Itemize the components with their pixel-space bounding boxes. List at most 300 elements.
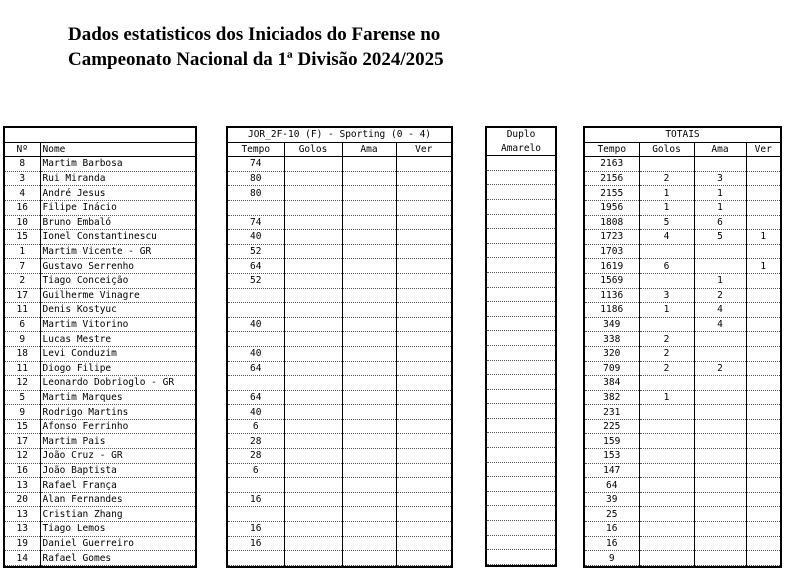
player-number: 12 — [4, 449, 40, 464]
game-tempo-cell: 16 — [227, 492, 284, 507]
game-tempo-cell — [227, 200, 284, 215]
game-ver-cell — [396, 215, 452, 230]
game-tempo-cell: 40 — [227, 405, 284, 420]
player-name: Leonardo Dobrioglo - GR — [40, 376, 196, 391]
game-golos-cell — [284, 273, 342, 288]
game-golos-cell — [284, 200, 342, 215]
totais-tempo-cell: 1186 — [584, 303, 639, 318]
duplo-header-line-2: Amarelo — [486, 142, 556, 156]
game-ver-cell — [396, 478, 452, 493]
player-number: 13 — [4, 522, 40, 537]
totais-ver-cell — [746, 332, 781, 347]
game-golos-cell — [284, 434, 342, 449]
player-number: 9 — [4, 405, 40, 420]
player-row — [4, 200, 196, 215]
game-golos-cell — [284, 215, 342, 230]
totais-tempo-cell: 338 — [584, 332, 639, 347]
player-number: 10 — [4, 215, 40, 230]
player-number: 19 — [4, 536, 40, 551]
game-ama-cell — [342, 259, 396, 274]
duplo-row — [486, 156, 556, 171]
game-tempo-cell: 40 — [227, 317, 284, 332]
duplo-cell — [486, 185, 556, 200]
player-name: André Jesus — [40, 186, 196, 201]
game-golos-cell — [284, 507, 342, 522]
totais-ver-cell — [746, 215, 781, 230]
game-ama-cell — [342, 186, 396, 201]
totais-golos-cell — [639, 157, 694, 172]
player-number: 17 — [4, 288, 40, 303]
totais-ama-cell — [694, 405, 746, 420]
totais-ama-cell: 1 — [694, 200, 746, 215]
duplo-row — [486, 418, 556, 433]
game-tempo-cell — [227, 551, 284, 566]
totais-golos-cell: 1 — [639, 390, 694, 405]
player-row — [4, 317, 196, 332]
game-ama-cell — [342, 200, 396, 215]
duplo-cell — [486, 287, 556, 302]
duplo-row — [486, 535, 556, 550]
totais-golos-cell — [639, 376, 694, 391]
game-golos-cell — [284, 376, 342, 391]
duplo-row — [486, 243, 556, 258]
game-tempo-cell: 64 — [227, 259, 284, 274]
totais-row — [584, 478, 781, 493]
duplo-cell — [486, 302, 556, 317]
game-tempo-cell: 64 — [227, 361, 284, 376]
title-line-2: Campeonato Nacional da 1ª Divisão 2024/2025 — [68, 49, 444, 70]
duplo-cell — [486, 462, 556, 477]
game-ver-cell — [396, 346, 452, 361]
player-name: João Cruz - GR — [40, 449, 196, 464]
player-name: Tiago Lemos — [40, 522, 196, 537]
player-name: João Baptista — [40, 463, 196, 478]
player-row — [4, 522, 196, 537]
totais-row — [584, 157, 781, 172]
duplo-row — [486, 258, 556, 273]
player-number: 4 — [4, 186, 40, 201]
game-row — [227, 230, 452, 245]
duplo-row — [486, 170, 556, 185]
game-tempo-cell: 28 — [227, 434, 284, 449]
game-row — [227, 419, 452, 434]
player-name: Martim Pais — [40, 434, 196, 449]
totais-ama-cell — [694, 157, 746, 172]
totais-tempo-cell: 25 — [584, 507, 639, 522]
player-name: Levi Conduzim — [40, 346, 196, 361]
duplo-row — [486, 185, 556, 200]
player-name: Martim Marques — [40, 390, 196, 405]
filler-row — [227, 565, 452, 567]
page-title — [68, 22, 444, 72]
game-ver-cell — [396, 551, 452, 566]
totais-ver-cell — [746, 346, 781, 361]
player-name: Cristian Zhang — [40, 507, 196, 522]
totais-row — [584, 434, 781, 449]
game-ama-cell — [342, 522, 396, 537]
totais-golos-cell — [639, 536, 694, 551]
duplo-row — [486, 272, 556, 287]
game-row — [227, 390, 452, 405]
duplo-cell — [486, 389, 556, 404]
totais-ver-cell — [746, 157, 781, 172]
totais-ama-cell: 1 — [694, 186, 746, 201]
game-row — [227, 463, 452, 478]
player-number: 8 — [4, 157, 40, 172]
totais-golos-cell — [639, 551, 694, 566]
game-ver-cell — [396, 244, 452, 259]
duplo-row — [486, 521, 556, 536]
totais-ver-cell — [746, 434, 781, 449]
game-col-ama: Ama — [342, 142, 396, 157]
game-golos-cell — [284, 332, 342, 347]
totais-ver-cell — [746, 492, 781, 507]
game-row — [227, 449, 452, 464]
player-number: 17 — [4, 434, 40, 449]
duplo-cell — [486, 170, 556, 185]
game-tempo-cell: 6 — [227, 463, 284, 478]
game-ama-cell — [342, 449, 396, 464]
filler-cell — [486, 564, 556, 566]
totais-row — [584, 419, 781, 434]
totais-table — [583, 126, 782, 568]
game-row — [227, 171, 452, 186]
totais-row — [584, 405, 781, 420]
game-tempo-cell — [227, 303, 284, 318]
game-ama-cell — [342, 332, 396, 347]
totais-ver-cell: 1 — [746, 259, 781, 274]
filler-cell — [284, 565, 342, 567]
game-golos-cell — [284, 186, 342, 201]
game-ama-cell — [342, 434, 396, 449]
totais-title: TOTAIS — [584, 127, 781, 142]
totais-ver-cell — [746, 244, 781, 259]
player-name: Martim Vitorino — [40, 317, 196, 332]
player-row — [4, 244, 196, 259]
game-tempo-cell — [227, 507, 284, 522]
duplo-cell — [486, 199, 556, 214]
totais-row — [584, 463, 781, 478]
totais-tempo-cell: 2163 — [584, 157, 639, 172]
totais-tempo-cell: 16 — [584, 522, 639, 537]
totais-col-ver: Ver — [746, 142, 781, 157]
totais-tempo-cell: 1619 — [584, 259, 639, 274]
totais-row — [584, 492, 781, 507]
game-row — [227, 361, 452, 376]
game-golos-cell — [284, 303, 342, 318]
totais-row — [584, 522, 781, 537]
totais-golos-cell — [639, 478, 694, 493]
player-row — [4, 157, 196, 172]
player-row — [4, 405, 196, 420]
totais-ver-cell — [746, 551, 781, 566]
player-name: Rafael França — [40, 478, 196, 493]
game-ama-cell — [342, 376, 396, 391]
totais-row — [584, 200, 781, 215]
totais-tempo-cell: 225 — [584, 419, 639, 434]
game-ver-cell — [396, 405, 452, 420]
filler-cell — [584, 565, 639, 567]
game-tempo-cell: 52 — [227, 244, 284, 259]
duplo-cell — [486, 418, 556, 433]
duplo-cell — [486, 491, 556, 506]
player-row — [4, 390, 196, 405]
player-row — [4, 449, 196, 464]
player-name: Bruno Embaló — [40, 215, 196, 230]
filler-cell — [746, 565, 781, 567]
duplo-cell — [486, 316, 556, 331]
totais-tempo-cell: 64 — [584, 478, 639, 493]
game-ama-cell — [342, 361, 396, 376]
totais-ama-cell: 6 — [694, 215, 746, 230]
game-ver-cell — [396, 332, 452, 347]
totais-tempo-cell: 147 — [584, 463, 639, 478]
filler-cell — [342, 565, 396, 567]
game-golos-cell — [284, 361, 342, 376]
filler-cell — [639, 565, 694, 567]
game-tempo-cell: 28 — [227, 449, 284, 464]
duplo-cell — [486, 535, 556, 550]
totais-ver-cell — [746, 171, 781, 186]
totais-row — [584, 288, 781, 303]
totais-tempo-cell: 349 — [584, 317, 639, 332]
player-row — [4, 361, 196, 376]
duplo-row — [486, 550, 556, 565]
player-row — [4, 346, 196, 361]
game-row — [227, 215, 452, 230]
filler-cell — [4, 565, 40, 567]
totais-tempo-cell: 1703 — [584, 244, 639, 259]
totais-row — [584, 346, 781, 361]
game-tempo-cell — [227, 376, 284, 391]
duplo-cell — [486, 258, 556, 273]
game-row — [227, 507, 452, 522]
filler-cell — [227, 565, 284, 567]
player-number: 16 — [4, 200, 40, 215]
totais-row — [584, 230, 781, 245]
duplo-cell — [486, 550, 556, 565]
totais-col-golos: Golos — [639, 142, 694, 157]
duplo-cell — [486, 229, 556, 244]
totais-row — [584, 244, 781, 259]
filler-row — [486, 564, 556, 566]
game-row — [227, 186, 452, 201]
totais-tempo-cell: 1136 — [584, 288, 639, 303]
game-golos-cell — [284, 405, 342, 420]
player-name: Filipe Inácio — [40, 200, 196, 215]
game-tempo-cell: 16 — [227, 522, 284, 537]
totais-golos-cell — [639, 317, 694, 332]
totais-ama-cell: 4 — [694, 303, 746, 318]
totais-tempo-cell: 9 — [584, 551, 639, 566]
duplo-row — [486, 229, 556, 244]
totais-ama-cell — [694, 390, 746, 405]
totais-tempo-cell: 16 — [584, 536, 639, 551]
game-golos-cell — [284, 551, 342, 566]
player-row — [4, 332, 196, 347]
game-golos-cell — [284, 478, 342, 493]
totais-row — [584, 317, 781, 332]
totais-ama-cell — [694, 536, 746, 551]
player-number: 1 — [4, 244, 40, 259]
game-row — [227, 288, 452, 303]
player-row — [4, 478, 196, 493]
game-tempo-cell: 40 — [227, 230, 284, 245]
duplo-row — [486, 316, 556, 331]
player-row — [4, 463, 196, 478]
game-ver-cell — [396, 273, 452, 288]
game-golos-cell — [284, 259, 342, 274]
totais-golos-cell: 1 — [639, 186, 694, 201]
player-number: 11 — [4, 303, 40, 318]
player-name: Martim Barbosa — [40, 157, 196, 172]
totais-ver-cell — [746, 478, 781, 493]
game-ver-cell — [396, 522, 452, 537]
totais-golos-cell: 3 — [639, 288, 694, 303]
players-header-spacer — [4, 127, 196, 142]
totais-golos-cell: 6 — [639, 259, 694, 274]
totais-tempo-cell: 153 — [584, 449, 639, 464]
player-number: 9 — [4, 332, 40, 347]
totais-golos-cell — [639, 507, 694, 522]
totais-ama-cell — [694, 376, 746, 391]
game-row — [227, 551, 452, 566]
game-ver-cell — [396, 419, 452, 434]
totais-row — [584, 536, 781, 551]
game-ama-cell — [342, 288, 396, 303]
player-number: 20 — [4, 492, 40, 507]
totais-ver-cell — [746, 288, 781, 303]
game-tempo-cell: 16 — [227, 536, 284, 551]
totais-ama-cell — [694, 434, 746, 449]
game-golos-cell — [284, 522, 342, 537]
game-ama-cell — [342, 390, 396, 405]
game-row — [227, 434, 452, 449]
totais-row — [584, 361, 781, 376]
player-row — [4, 376, 196, 391]
game-tempo-cell: 52 — [227, 273, 284, 288]
duplo-row — [486, 491, 556, 506]
totais-golos-cell: 1 — [639, 303, 694, 318]
player-name: Rui Miranda — [40, 171, 196, 186]
totais-tempo-cell: 382 — [584, 390, 639, 405]
totais-row — [584, 273, 781, 288]
game-ama-cell — [342, 317, 396, 332]
game-golos-cell — [284, 171, 342, 186]
totais-golos-cell — [639, 273, 694, 288]
game-ver-cell — [396, 361, 452, 376]
game-ama-cell — [342, 405, 396, 420]
player-number: 14 — [4, 551, 40, 566]
player-name: Daniel Guerreiro — [40, 536, 196, 551]
game-tempo-cell: 64 — [227, 390, 284, 405]
game-tempo-cell: 80 — [227, 171, 284, 186]
filler-row — [4, 565, 196, 567]
totais-ama-cell: 2 — [694, 361, 746, 376]
duplo-cell — [486, 448, 556, 463]
player-name: Tiago Conceição — [40, 273, 196, 288]
game-golos-cell — [284, 536, 342, 551]
player-row — [4, 536, 196, 551]
totais-row — [584, 186, 781, 201]
totais-tempo-cell: 231 — [584, 405, 639, 420]
game-tempo-cell: 80 — [227, 186, 284, 201]
game-tempo-cell: 74 — [227, 215, 284, 230]
totais-ver-cell — [746, 361, 781, 376]
totais-ama-cell — [694, 346, 746, 361]
totais-ama-cell: 1 — [694, 273, 746, 288]
player-number: 6 — [4, 317, 40, 332]
game-ama-cell — [342, 273, 396, 288]
player-number: 3 — [4, 171, 40, 186]
player-number: 16 — [4, 463, 40, 478]
totais-golos-cell — [639, 449, 694, 464]
game-row — [227, 346, 452, 361]
player-number: 18 — [4, 346, 40, 361]
totais-tempo-cell: 159 — [584, 434, 639, 449]
col-num-header: Nº — [4, 142, 40, 157]
totais-ama-cell — [694, 259, 746, 274]
totais-golos-cell: 2 — [639, 171, 694, 186]
player-name: Gustavo Serrenho — [40, 259, 196, 274]
game-golos-cell — [284, 492, 342, 507]
player-number: 12 — [4, 376, 40, 391]
game-row — [227, 478, 452, 493]
totais-tempo-cell: 1723 — [584, 230, 639, 245]
game-ver-cell — [396, 200, 452, 215]
game-ama-cell — [342, 463, 396, 478]
game-golos-cell — [284, 317, 342, 332]
game-ver-cell — [396, 507, 452, 522]
filler-cell — [40, 565, 196, 567]
duplo-cell — [486, 477, 556, 492]
totais-ama-cell — [694, 522, 746, 537]
totais-row — [584, 171, 781, 186]
duplo-cell — [486, 404, 556, 419]
totais-ama-cell — [694, 492, 746, 507]
game-golos-cell — [284, 346, 342, 361]
game-ver-cell — [396, 536, 452, 551]
duplo-row — [486, 302, 556, 317]
duplo-cell — [486, 345, 556, 360]
game-col-golos: Golos — [284, 142, 342, 157]
game-tempo-cell — [227, 332, 284, 347]
player-name: Afonso Ferrinho — [40, 419, 196, 434]
game-ama-cell — [342, 303, 396, 318]
player-row — [4, 288, 196, 303]
duplo-row — [486, 214, 556, 229]
totais-ama-cell: 4 — [694, 317, 746, 332]
totais-ver-cell — [746, 303, 781, 318]
totais-tempo-cell: 2155 — [584, 186, 639, 201]
totais-ama-cell: 2 — [694, 288, 746, 303]
totais-golos-cell — [639, 419, 694, 434]
totais-golos-cell — [639, 463, 694, 478]
totais-tempo-cell: 1808 — [584, 215, 639, 230]
player-row — [4, 419, 196, 434]
game-ver-cell — [396, 317, 452, 332]
game-tempo-cell: 74 — [227, 157, 284, 172]
duplo-row — [486, 462, 556, 477]
duplo-row — [486, 199, 556, 214]
player-number: 7 — [4, 259, 40, 274]
totais-tempo-cell: 1569 — [584, 273, 639, 288]
game-golos-cell — [284, 230, 342, 245]
game-golos-cell — [284, 288, 342, 303]
game-row — [227, 492, 452, 507]
totais-row — [584, 259, 781, 274]
game-tempo-cell — [227, 288, 284, 303]
